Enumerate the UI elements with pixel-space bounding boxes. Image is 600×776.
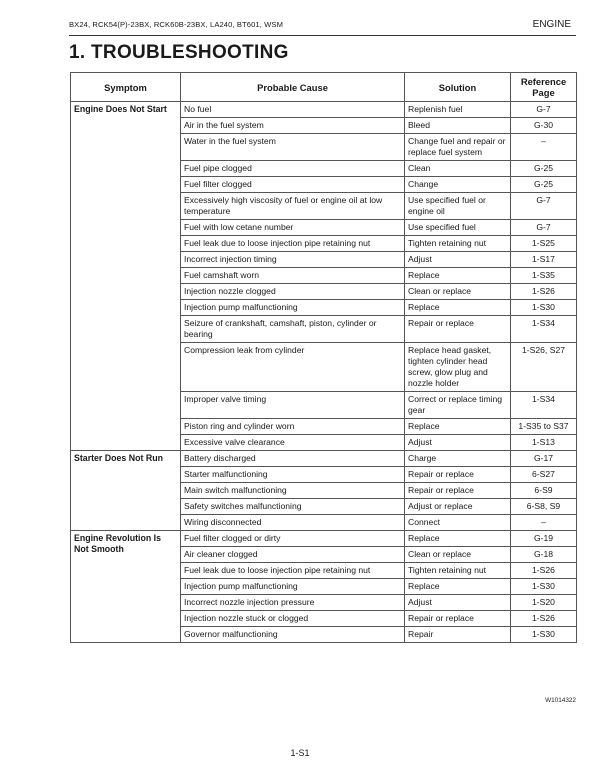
cause-cell: Air cleaner clogged	[181, 547, 405, 563]
cause-cell: Seizure of crankshaft, camshaft, piston, cylinder or bearing	[181, 316, 405, 343]
running-header	[69, 19, 571, 35]
cause-cell: Compression leak from cylinder	[181, 343, 405, 392]
troubleshooting-table	[70, 72, 577, 643]
reference-cell: 1-S26	[511, 284, 577, 300]
solution-cell: Repair or replace	[405, 316, 511, 343]
cause-cell: Excessively high viscosity of fuel or engine oil at low temperature	[181, 193, 405, 220]
cause-cell: Injection pump malfunctioning	[181, 579, 405, 595]
reference-cell: 1-S13	[511, 435, 577, 451]
reference-cell: 1-S34	[511, 392, 577, 419]
solution-cell: Use specified fuel	[405, 220, 511, 236]
table-row	[71, 451, 577, 467]
solution-cell: Replace	[405, 419, 511, 435]
reference-cell: G-25	[511, 161, 577, 177]
solution-cell: Repair or replace	[405, 611, 511, 627]
cause-cell: Fuel pipe clogged	[181, 161, 405, 177]
cause-cell: Injection nozzle stuck or clogged	[181, 611, 405, 627]
cause-cell: Wiring disconnected	[181, 515, 405, 531]
reference-cell: 1-S30	[511, 300, 577, 316]
table-header-row	[71, 73, 577, 102]
cause-cell: Safety switches malfunctioning	[181, 499, 405, 515]
cause-cell: Incorrect nozzle injection pressure	[181, 595, 405, 611]
col-header-reference: Reference Page	[511, 73, 577, 102]
solution-cell: Replace	[405, 531, 511, 547]
reference-cell: G-30	[511, 118, 577, 134]
header-models: BX24, RCK54(P)-23BX, RCK60B-23BX, LA240, BT601, WSM	[69, 20, 284, 29]
solution-cell: Adjust	[405, 435, 511, 451]
cause-cell: Fuel filter clogged	[181, 177, 405, 193]
reference-cell: G-17	[511, 451, 577, 467]
cause-cell: Starter malfunctioning	[181, 467, 405, 483]
cause-cell: Incorrect injection timing	[181, 252, 405, 268]
reference-cell: 1-S35 to S37	[511, 419, 577, 435]
reference-cell: 6-S8, S9	[511, 499, 577, 515]
cause-cell: Main switch malfunctioning	[181, 483, 405, 499]
cause-cell: Air in the fuel system	[181, 118, 405, 134]
symptom-cell: Engine Does Not Start	[71, 102, 181, 451]
solution-cell: Repair or replace	[405, 483, 511, 499]
solution-cell: Adjust	[405, 252, 511, 268]
reference-cell: 1-S34	[511, 316, 577, 343]
reference-cell: 6-S9	[511, 483, 577, 499]
solution-cell: Correct or replace timing gear	[405, 392, 511, 419]
cause-cell: Fuel filter clogged or dirty	[181, 531, 405, 547]
table-row	[71, 531, 577, 547]
reference-cell: 1-S20	[511, 595, 577, 611]
reference-cell: G-19	[511, 531, 577, 547]
solution-cell: Bleed	[405, 118, 511, 134]
reference-cell: 1-S25	[511, 236, 577, 252]
solution-cell: Connect	[405, 515, 511, 531]
cause-cell: Improper valve timing	[181, 392, 405, 419]
symptom-cell: Engine Revolution Is Not Smooth	[71, 531, 181, 643]
solution-cell: Replace	[405, 268, 511, 284]
cause-cell: Battery discharged	[181, 451, 405, 467]
solution-cell: Charge	[405, 451, 511, 467]
reference-cell: –	[511, 134, 577, 161]
cause-cell: Water in the fuel system	[181, 134, 405, 161]
reference-cell: G-25	[511, 177, 577, 193]
solution-cell: Tighten retaining nut	[405, 236, 511, 252]
reference-cell: 1-S35	[511, 268, 577, 284]
solution-cell: Tighten retaining nut	[405, 563, 511, 579]
table-body	[71, 102, 577, 643]
page-number: 1-S1	[290, 748, 310, 758]
document-id: W1014322	[545, 697, 576, 704]
header-rule	[69, 35, 576, 36]
reference-cell: 1-S26	[511, 611, 577, 627]
cause-cell: Excessive valve clearance	[181, 435, 405, 451]
solution-cell: Adjust	[405, 595, 511, 611]
solution-cell: Clean or replace	[405, 547, 511, 563]
reference-cell: G-7	[511, 220, 577, 236]
reference-cell: –	[511, 515, 577, 531]
cause-cell: Fuel camshaft worn	[181, 268, 405, 284]
cause-cell: Fuel with low cetane number	[181, 220, 405, 236]
reference-cell: 1-S30	[511, 627, 577, 643]
cause-cell: Injection nozzle clogged	[181, 284, 405, 300]
solution-cell: Replace head gasket, tighten cylinder head screw, glow plug and nozzle holder	[405, 343, 511, 392]
cause-cell: Piston ring and cylinder worn	[181, 419, 405, 435]
cause-cell: No fuel	[181, 102, 405, 118]
cause-cell: Injection pump malfunctioning	[181, 300, 405, 316]
symptom-cell: Starter Does Not Run	[71, 451, 181, 531]
page-title: 1. TROUBLESHOOTING	[69, 42, 289, 63]
cause-cell: Fuel leak due to loose injection pipe retaining nut	[181, 236, 405, 252]
reference-cell: 1-S26	[511, 563, 577, 579]
solution-cell: Replenish fuel	[405, 102, 511, 118]
solution-cell: Use specified fuel or engine oil	[405, 193, 511, 220]
cause-cell: Governor malfunctioning	[181, 627, 405, 643]
solution-cell: Repair	[405, 627, 511, 643]
reference-cell: G-7	[511, 102, 577, 118]
reference-cell: 1-S26, S27	[511, 343, 577, 392]
solution-cell: Clean	[405, 161, 511, 177]
cause-cell: Fuel leak due to loose injection pipe retaining nut	[181, 563, 405, 579]
solution-cell: Clean or replace	[405, 284, 511, 300]
solution-cell: Replace	[405, 579, 511, 595]
solution-cell: Change fuel and repair or replace fuel system	[405, 134, 511, 161]
col-header-cause: Probable Cause	[181, 73, 405, 102]
reference-cell: 6-S27	[511, 467, 577, 483]
reference-cell: 1-S30	[511, 579, 577, 595]
solution-cell: Repair or replace	[405, 467, 511, 483]
solution-cell: Change	[405, 177, 511, 193]
col-header-solution: Solution	[405, 73, 511, 102]
solution-cell: Adjust or replace	[405, 499, 511, 515]
table-row	[71, 102, 577, 118]
col-header-symptom: Symptom	[71, 73, 181, 102]
header-section: ENGINE	[532, 19, 571, 30]
reference-cell: G-18	[511, 547, 577, 563]
solution-cell: Replace	[405, 300, 511, 316]
reference-cell: 1-S17	[511, 252, 577, 268]
reference-cell: G-7	[511, 193, 577, 220]
